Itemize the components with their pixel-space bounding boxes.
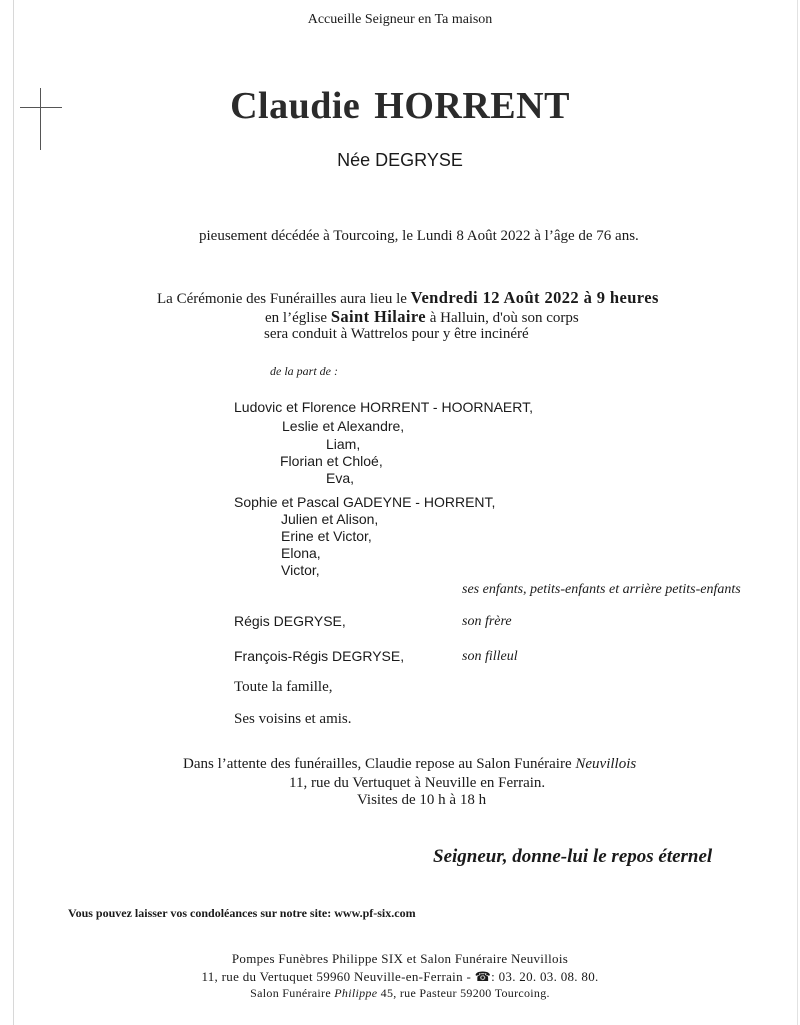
family-line: Sophie et Pascal GADEYNE - HORRENT, [234,494,496,510]
brother-relation: son frère [462,614,512,629]
footer-phone: : 03. 20. 03. 08. 80. [491,969,599,984]
viewing-hours: Visites de 10 h à 18 h [357,792,487,808]
deceased-name [0,84,800,128]
ceremony-date-time: Vendredi 12 Août 2022 à 9 heures [410,288,659,307]
viewing-intro: Dans l’attente des funérailles, Claudie repose au Salon Funéraire [183,756,572,772]
family-line: Erine et Victor, [281,528,372,544]
deceased-last-name: HORRENT [374,85,570,127]
footer-line-3 [0,986,800,1001]
family-line: Elona, [281,545,321,561]
family-line: Julien et Alison, [281,511,379,527]
neighbours: Ses voisins et amis. [234,711,352,727]
footer-line-2 [0,969,800,985]
footer-salon-prefix: Salon Funéraire [250,986,331,1000]
children-relation: ses enfants, petits-enfants et arrière petits-enfants [462,582,741,597]
church-prefix: en l’église [265,310,328,326]
footer-address: 11, rue du Vertuquet 59960 Neuville-en-Ferrain - [201,969,472,984]
telephone-icon: ☎ [474,969,492,984]
death-notice: pieusement décédée à Tourcoing, le Lundi 8 Août 2022 à l’âge de 76 ans. [199,228,639,244]
ceremony-intro: La Cérémonie des Funérailles aura lieu le [157,291,407,307]
viewing-line-2: 11, rue du Vertuquet à Neuville en Ferrain. [289,775,546,791]
family-intro: de la part de : [270,364,338,378]
church-suffix: à Halluin, d'où son corps [429,310,579,326]
family-line: Victor, [281,562,320,578]
godson-name: François-Régis DEGRYSE, [234,648,405,664]
deceased-first-name: Claudie [230,85,361,127]
family-line: Liam, [326,436,361,452]
family-all: Toute la famille, [234,679,333,695]
footer-line-1: Pompes Funèbres Philippe SIX et Salon Funéraire Neuvillois [231,951,569,966]
family-line: Florian et Chloé, [280,453,383,469]
family-line: Leslie et Alexandre, [282,418,405,434]
church-name: Saint Hilaire [330,307,427,326]
condolences-notice: Vous pouvez laisser vos condoléances sur notre site: www.pf-six.com [68,906,416,920]
brother-name: Régis DEGRYSE, [234,613,346,629]
ceremony-line-2 [265,307,579,327]
salon-name: Neuvillois [575,756,637,772]
family-line: Ludovic et Florence HORRENT - HOORNAERT, [234,399,534,415]
family-line: Eva, [326,470,355,486]
godson-relation: son filleul [462,649,518,664]
ceremony-line-1 [157,288,659,308]
footer-salon-address: 45, rue Pasteur 59200 Tourcoing. [380,986,550,1000]
viewing-line-1 [183,756,636,773]
footer-salon-name: Philippe [334,986,378,1000]
ceremony-line-3: sera conduit à Wattrelos pour y être incinéré [264,326,529,342]
closing-prayer: Seigneur, donne-lui le repos éternel [433,846,713,867]
header-verse: Accueille Seigneur en Ta maison [307,12,493,27]
maiden-name: Née DEGRYSE [337,150,463,170]
